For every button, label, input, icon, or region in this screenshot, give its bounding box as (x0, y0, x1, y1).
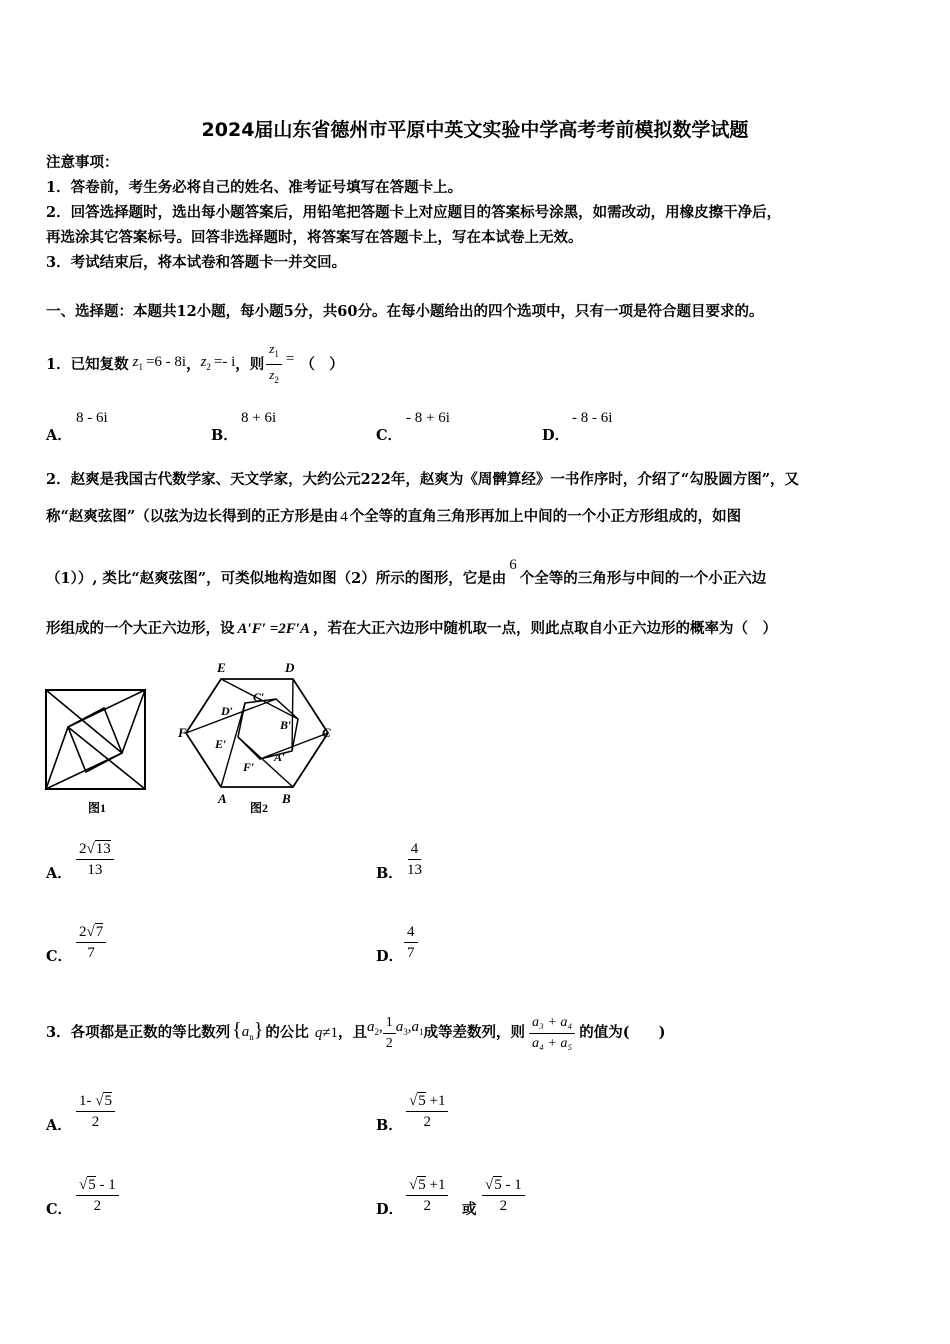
notice-item: 再选涂其它答案标号。回答非选择题时，将答案写在答题卡上，写在本试卷上无效。 (46, 229, 583, 246)
option-label: C． (376, 427, 403, 444)
label-F-prime: F′ (243, 760, 255, 774)
q1-answer-blank: （ ） (300, 355, 344, 373)
option-value: 8 + 6i (241, 410, 277, 426)
page-title: 2024届山东省德州市平原中英文实验中学高考考前模拟数学试题 (201, 119, 749, 141)
option-label: D． (542, 427, 570, 444)
q3-sequence: $\{a_n\}$ (232, 1018, 264, 1042)
q3-prefix: 3．各项都是正数的等比数列 (46, 1024, 231, 1041)
figure-2-caption: 图2 (250, 801, 269, 815)
q1-z1: $z_1 =6 - 8i$ (132, 354, 187, 372)
q1-fraction: $\frac{z_1}{z_2}$ (266, 340, 282, 389)
label-A-prime: A′ (274, 750, 286, 764)
figure-1-caption: 图1 (88, 801, 107, 815)
notice-item: 2．回答选择题时，选出每小题答案后，用铅笔把答题卡上对应题目的答案标号涂黑，如需改动，用橡皮擦干净后， (46, 204, 782, 221)
option-value: 8 - 6i (76, 410, 108, 426)
notice-item: 3．考试结束后，将本试卷和答题卡一并交回。 (46, 254, 347, 271)
q1-comma: ， (186, 355, 201, 373)
label-E-prime: E′ (215, 737, 227, 751)
label-B-prime: B′ (280, 718, 292, 732)
label-D: D (285, 660, 295, 675)
q2-figures (40, 655, 360, 820)
notice-heading: 注意事项： (46, 154, 119, 171)
q2-line: （1））, 类比“赵爽弦图”，可类似地构造如图（2）所示的图形，它是由6个全等的三角形与中间的一个小正六边 (46, 557, 767, 587)
label-F: F (178, 725, 187, 740)
option-label: A． (46, 427, 72, 444)
question-1 (46, 340, 344, 389)
q1-options (46, 410, 906, 446)
q1-z2: $z_2 =- i$ (200, 354, 236, 372)
q2-line: 形组成的一个大正六边形，设 A′F′ =2F′A ，若在大正六边形中随机取一点，则此点取自小正六边形的概率为（ ） (46, 620, 777, 637)
q1-prefix: 1．已知复数 (46, 355, 129, 373)
question-3: 3．各项都是正数的等比数列 $\{a_n\}$ 的公比 q ≠1 ，且 $a_2$, $\frac{1}{2}$ $a_3,a_1$ 成等差数列，则 $\frac{\text{a₃ + a₄}}{\text{a₄ + a₅}}$ 的值为( ) (46, 1014, 666, 1051)
q2-line: 2．赵爽是我国古代数学家、天文学家，大约公元222年，赵爽为《周髀算经》一书作序时，介绍了“勾股圆方图”，又 (46, 471, 800, 488)
label-E: E (217, 660, 226, 675)
option-label: B． (211, 427, 238, 444)
notice-item: 1．答卷前，考生务必将自己的姓名、准考证号填写在答题卡上。 (46, 179, 463, 196)
option-value: - 8 - 6i (572, 410, 613, 426)
label-D-prime: D′ (221, 704, 234, 718)
q2-line: 称“赵爽弦图”（以弦为边长得到的正方形是由 4 个全等的直角三角形再加上中间的一个小正方形组成的，如图 (46, 508, 742, 525)
section-heading: 一、选择题：本题共12小题，每小题5分，共60分。在每小题给出的四个选项中，只有一项是符合题目要求的。 (46, 303, 764, 320)
figure-1-zhao-shuang-diagram (46, 690, 145, 789)
option-value: - 8 + 6i (406, 410, 450, 426)
label-B: B (282, 791, 291, 806)
label-A: A (218, 791, 227, 806)
label-C-prime: C′ (253, 690, 265, 704)
label-C: C (322, 725, 331, 740)
q1-equals: = (285, 350, 295, 367)
q1-then: ，则 (235, 355, 265, 373)
